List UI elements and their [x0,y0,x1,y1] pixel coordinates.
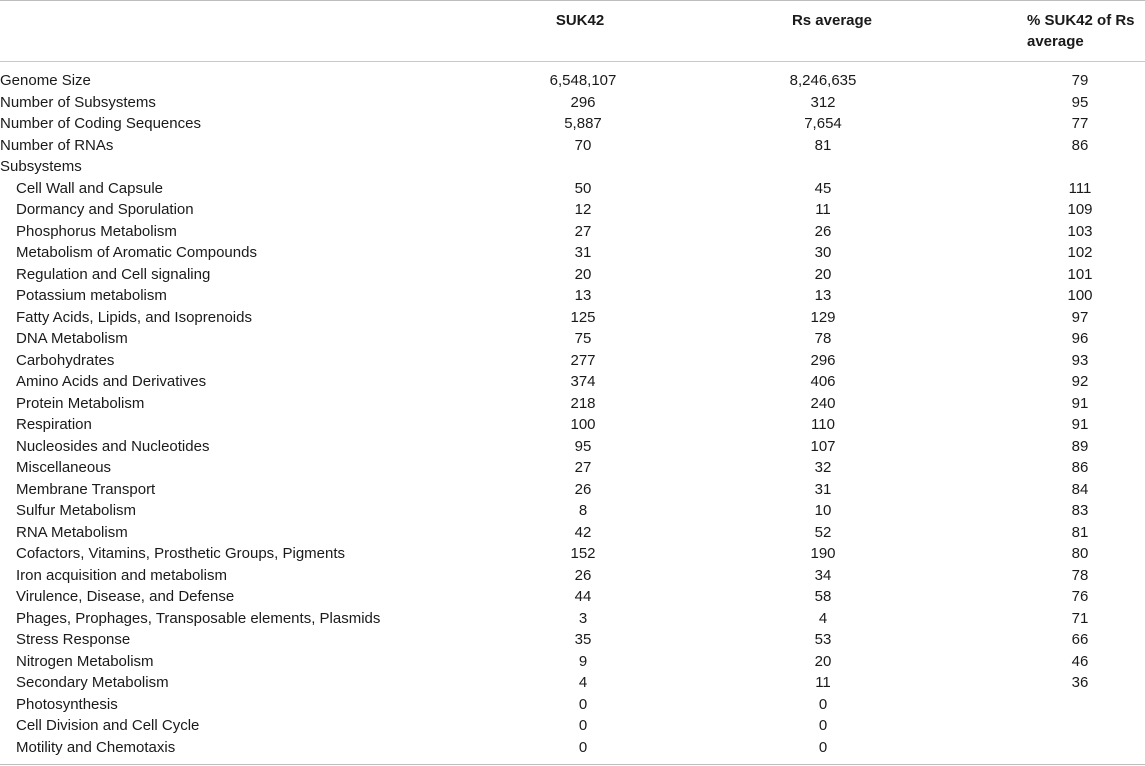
rs-average-value: 406 [810,373,836,390]
suk42-value: 35 [574,631,592,648]
percent-value: 79 [1071,72,1089,89]
row-label: DNA Metabolism [16,330,128,347]
suk42-value: 20 [574,265,592,283]
table-row [0,199,1145,221]
row-label: Number of Coding Sequences [0,115,201,132]
suk42-value: 26 [574,480,592,498]
table-row [0,479,1145,501]
rs-average-value: 58 [814,588,832,605]
table-row [0,543,1145,565]
table-row [0,371,1145,393]
row-label: Potassium metabolism [16,287,167,304]
table-row [0,500,1145,522]
column-header-rs-average: Rs average [791,12,873,29]
percent-value: 76 [1071,588,1089,605]
suk42-value: 75 [574,330,592,347]
row-label: Respiration [16,416,92,433]
table-row [0,328,1145,350]
suk42-value: 277 [570,351,596,369]
table-bottom-rule [0,764,1145,765]
percent-value: 92 [1071,373,1089,390]
row-label: Cell Wall and Capsule [16,179,164,197]
suk42-value: 0 [578,695,588,713]
row-label: Stress Response [16,631,131,648]
row-label: Nitrogen Metabolism [16,652,154,670]
row-label: Number of RNAs [0,136,114,154]
row-label: Carbohydrates [16,351,115,369]
percent-value: 83 [1071,502,1089,519]
suk42-value: 152 [570,545,596,562]
table-row [0,307,1145,329]
rs-average-value: 78 [814,330,832,347]
table-row [0,393,1145,415]
row-label: Nucleosides and Nucleotides [16,437,210,455]
table-row [0,715,1145,737]
rs-average-value: 30 [814,244,832,261]
row-label: Virulence, Disease, and Defense [16,588,235,605]
percent-value: 86 [1071,459,1089,476]
percent-value: 101 [1067,265,1093,283]
percent-value: 77 [1071,115,1089,132]
row-label: Membrane Transport [16,480,156,498]
table-row [0,178,1145,200]
row-label: Genome Size [0,72,91,89]
rs-average-value: 53 [814,631,832,648]
rs-average-value: 81 [814,136,832,154]
row-label: Metabolism of Aromatic Compounds [16,244,257,261]
row-label: Regulation and Cell signaling [16,265,211,283]
suk42-value: 95 [574,437,592,455]
rs-average-value: 20 [814,652,832,670]
table-row [0,586,1145,608]
row-label: Cofactors, Vitamins, Prosthetic Groups, Pigments [16,545,346,562]
rs-average-value: 34 [814,566,832,584]
suk42-value: 0 [578,738,588,756]
table-row [0,113,1145,135]
percent-value: 109 [1067,201,1093,218]
table-row [0,242,1145,264]
suk42-value: 5,887 [564,115,602,132]
suk42-value: 44 [574,588,592,605]
table-row [0,92,1145,114]
percent-value: 71 [1071,609,1089,627]
table-row [0,522,1145,544]
rs-average-value: 45 [814,179,832,197]
suk42-value: 50 [574,179,592,197]
row-label: Secondary Metabolism [16,674,169,691]
rs-average-value: 31 [814,480,832,498]
rs-average-value: 312 [810,93,836,111]
percent-value: 97 [1071,308,1089,326]
column-header-suk42: SUK42 [555,12,605,29]
suk42-value: 70 [574,136,592,154]
percent-value: 91 [1071,416,1089,433]
table-row [0,70,1145,92]
row-label: Amino Acids and Derivatives [16,373,207,390]
column-header-percent-suk42-of-rs-average: % SUK42 of Rs average [1027,12,1135,50]
rs-average-value: 110 [811,416,835,433]
rs-average-value: 11 [815,201,831,218]
rs-average-value: 8,246,635 [789,72,857,89]
table-row [0,135,1145,157]
rs-average-value: 107 [810,437,836,455]
suk42-value: 4 [578,674,588,691]
table-row [0,629,1145,651]
table-row [0,156,1145,178]
table-row [0,457,1145,479]
table-row [0,414,1145,436]
rs-average-value: 129 [810,308,836,326]
percent-value: 46 [1071,652,1089,670]
rs-average-value: 7,654 [804,115,842,132]
suk42-value: 8 [578,502,588,519]
suk42-value: 31 [574,244,592,261]
rs-average-value: 0 [818,717,828,734]
row-label: Photosynthesis [16,695,118,713]
header-separator-rule [0,61,1145,62]
percent-value: 86 [1071,136,1089,154]
percent-value: 84 [1071,480,1089,498]
rs-average-value: 13 [814,287,832,304]
rs-average-value: 240 [810,394,836,412]
percent-value: 89 [1071,437,1089,455]
rs-average-value: 32 [814,459,832,476]
table-row [0,694,1145,716]
percent-value: 36 [1071,674,1089,691]
suk42-value: 3 [578,609,588,627]
row-label: Number of Subsystems [0,93,156,111]
rs-average-value: 10 [814,502,832,519]
suk42-value: 100 [570,416,596,433]
table-row [0,608,1145,630]
suk42-value: 42 [574,523,592,541]
table-body [0,70,1145,758]
suk42-value: 26 [574,566,592,584]
table-row [0,565,1145,587]
suk42-value: 0 [578,717,588,734]
rs-average-value: 26 [814,222,832,240]
table-row [0,737,1145,759]
table-row [0,221,1145,243]
percent-value: 96 [1071,330,1089,347]
row-label: Iron acquisition and metabolism [16,566,227,584]
rs-average-value: 4 [818,609,828,627]
table-row [0,651,1145,673]
table-top-rule [0,0,1145,1]
suk42-value: 27 [574,222,592,240]
suk42-value: 13 [574,287,592,304]
row-label: Dormancy and Sporulation [16,201,194,218]
row-label: Motility and Chemotaxis [16,738,176,756]
percent-value: 95 [1071,93,1089,111]
percent-value: 81 [1071,523,1089,541]
rs-average-value: 296 [810,351,836,369]
percent-value: 102 [1067,244,1093,261]
row-label: Phosphorus Metabolism [16,222,177,240]
percent-value: 66 [1071,631,1089,648]
rs-average-value: 20 [814,265,832,283]
suk42-value: 12 [574,201,592,218]
table-row [0,285,1145,307]
suk42-value: 9 [578,652,588,670]
table-row [0,436,1145,458]
rs-average-value: 0 [818,738,828,756]
suk42-value: 27 [574,459,592,476]
percent-value: 93 [1071,351,1089,369]
row-label: RNA Metabolism [16,523,128,541]
percent-value: 100 [1067,287,1093,304]
percent-value: 78 [1071,566,1089,584]
rs-average-value: 52 [814,523,832,541]
percent-value: 80 [1071,545,1089,562]
table-row [0,264,1145,286]
row-label: Miscellaneous [16,459,112,476]
table-row [0,350,1145,372]
suk42-value: 6,548,107 [549,72,617,89]
rs-average-value: 11 [815,674,831,691]
row-label: Cell Division and Cell Cycle [16,717,200,734]
suk42-value: 374 [570,373,596,390]
suk42-value: 125 [570,308,596,326]
percent-value: 111 [1068,179,1092,197]
suk42-value: 218 [570,394,596,412]
row-label: Phages, Prophages, Transposable elements, Plasmids [16,609,381,627]
row-label: Sulfur Metabolism [16,502,137,519]
rs-average-value: 0 [818,695,828,713]
suk42-value: 296 [570,93,596,111]
table-row [0,672,1145,694]
percent-value: 91 [1071,394,1089,412]
row-label: Fatty Acids, Lipids, and Isoprenoids [16,308,252,326]
row-label: Subsystems [0,158,82,175]
row-label: Protein Metabolism [16,394,145,412]
percent-value: 103 [1067,222,1093,240]
rs-average-value: 190 [810,545,836,562]
